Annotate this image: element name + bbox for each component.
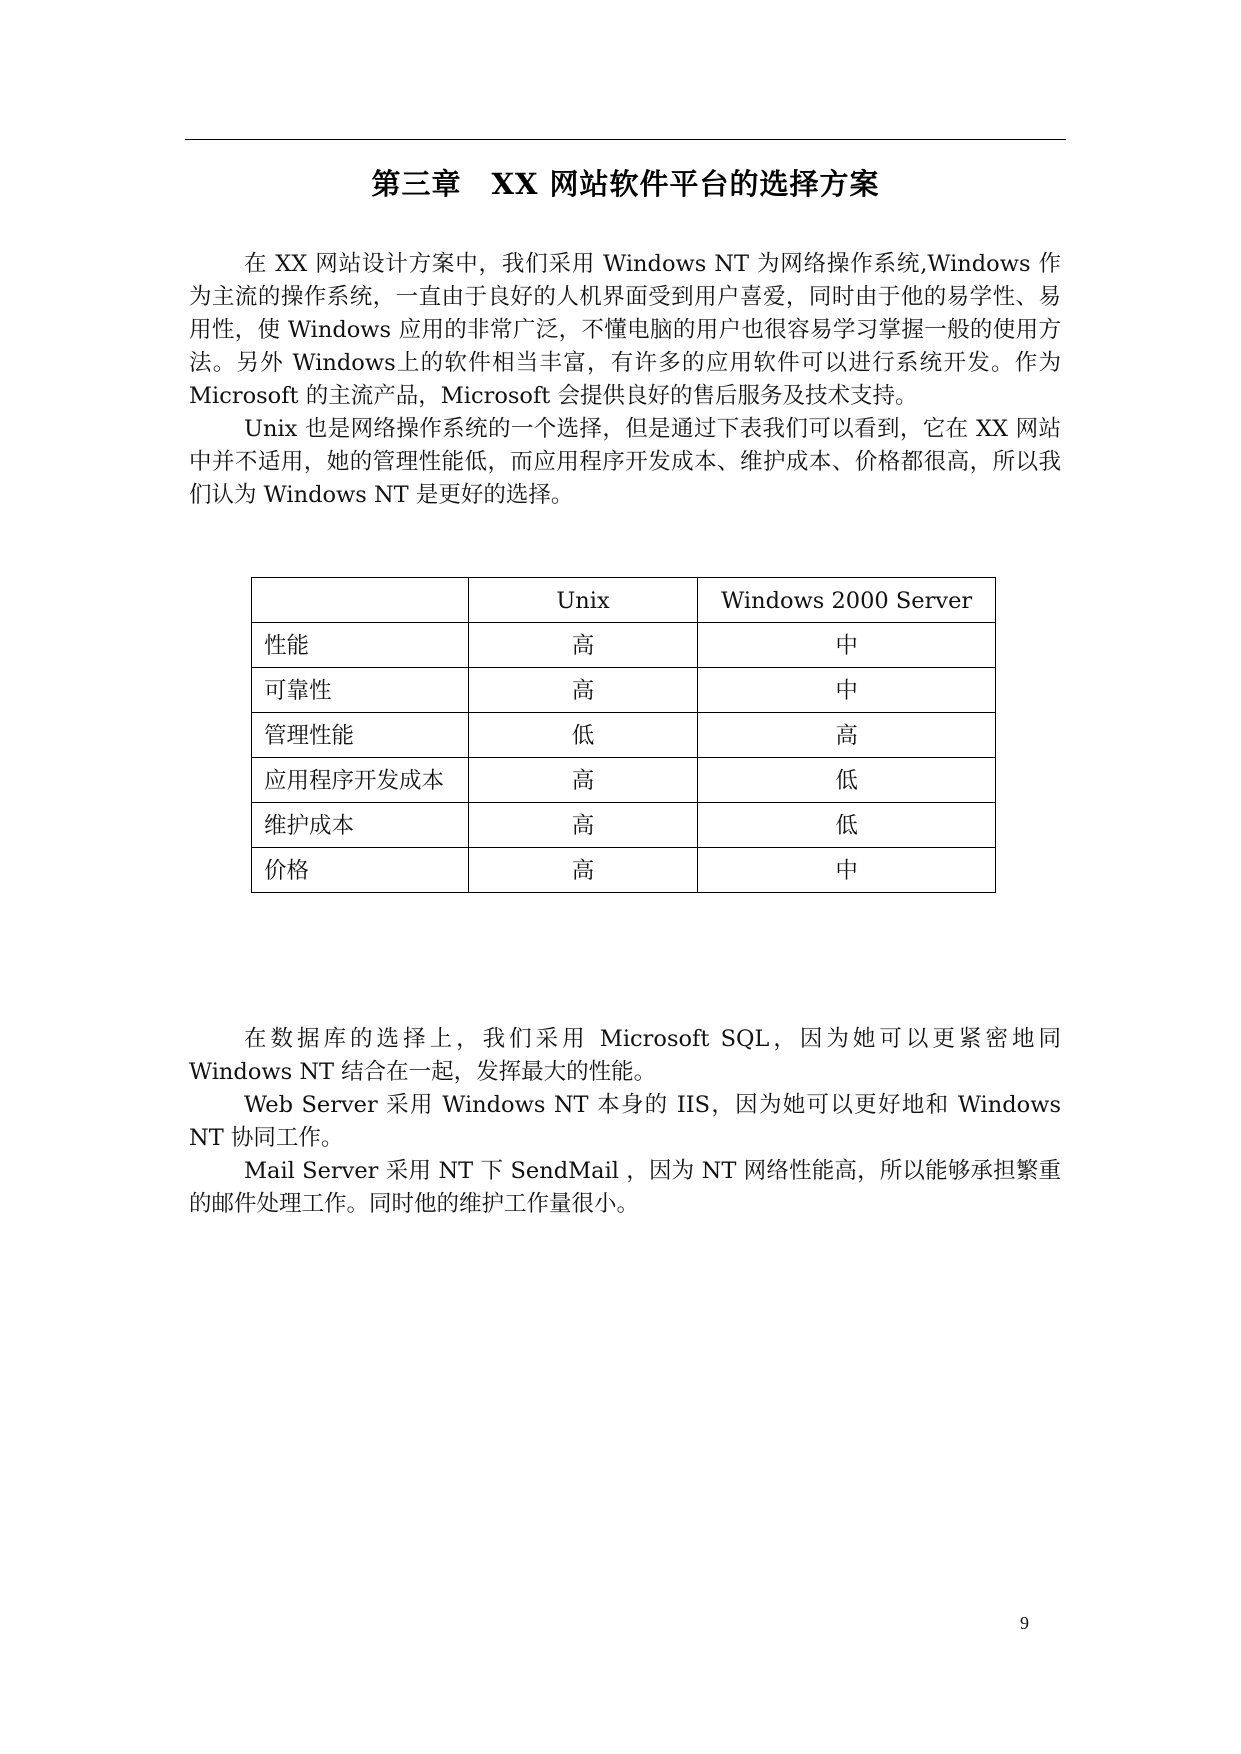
table-cell: 低 [698,803,996,848]
table-cell: 高 [468,668,698,713]
table-cell: 低 [698,758,996,803]
page-number: 9 [1020,1613,1029,1633]
table-cell: 高 [698,713,996,758]
platform-section [189,1023,1061,1221]
table-row [252,623,996,668]
paragraph-database: 在数据库的选择上，我们采用 Microsoft SQL，因为她可以更紧密地同 Windows NT 结合在一起，发挥最大的性能。 [189,1026,1061,1085]
table-cell: 中 [698,668,996,713]
table-cell-label: 维护成本 [252,803,469,848]
table-cell-label: 性能 [252,623,469,668]
paragraph-mail-server: Mail Server 采用 NT 下 SendMail ，因为 NT 网络性能高，所以能够承担繁重的邮件处理工作。同时他的维护工作量很小。 [189,1158,1061,1217]
table-row [252,803,996,848]
table-row [252,713,996,758]
paragraph-windows-nt: 在 XX 网站设计方案中，我们采用 Windows NT 为网络操作系统,Windows 作为主流的操作系统，一直由于良好的人机界面受到用户喜爱，同时由于他的易学性、易用性，使 Windows 应用的非常广泛，不懂电脑的用户也很容易学习掌握一般的使用方法。另外 Windows上的软件相当丰富，有许多的应用软件可以进行系统开发。作为 Microsoft 的主流产品，Microsoft 会提供良好的售后服务及技术支持。 [189,251,1061,409]
table-row [252,758,996,803]
table-cell-label: 应用程序开发成本 [252,758,469,803]
table-header-cell: Windows 2000 Server [698,578,996,623]
chapter-title: 第三章 XX 网站软件平台的选择方案 [371,167,880,201]
table-row [252,668,996,713]
table-cell: 低 [468,713,698,758]
table-cell: 高 [468,848,698,893]
table-header-row [252,578,996,623]
table-cell: 中 [698,848,996,893]
table-cell: 高 [468,623,698,668]
table-header-cell [252,578,469,623]
table-cell: 中 [698,623,996,668]
table-cell-label: 价格 [252,848,469,893]
comparison-table [251,577,996,893]
table-cell-label: 可靠性 [252,668,469,713]
table-cell-label: 管理性能 [252,713,469,758]
table-cell: 高 [468,758,698,803]
table-row [252,848,996,893]
table-header-cell: Unix [468,578,698,623]
header-rule [185,139,1066,140]
intro-section [189,248,1061,512]
paragraph-unix: Unix 也是网络操作系统的一个选择，但是通过下表我们可以看到，它在 XX 网站中并不适用，她的管理性能低，而应用程序开发成本、维护成本、价格都很高，所以我们认为 Windows NT 是更好的选择。 [189,416,1061,508]
table-cell: 高 [468,803,698,848]
paragraph-web-server: Web Server 采用 Windows NT 本身的 IIS，因为她可以更好地和 Windows NT 协同工作。 [189,1092,1061,1151]
